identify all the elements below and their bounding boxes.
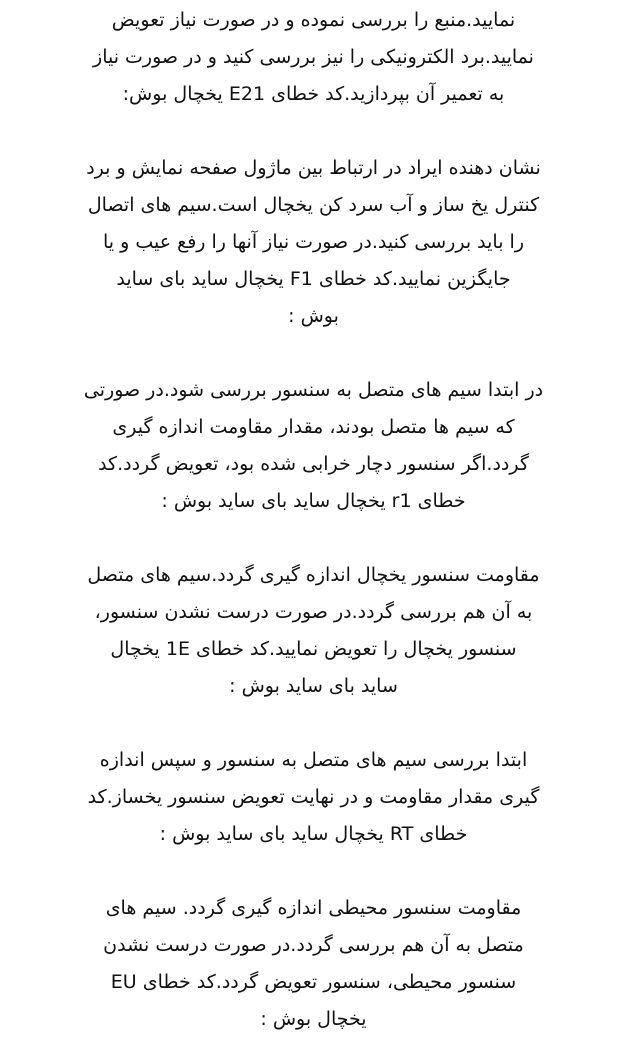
text-line: به تعمیر آن بپردازید.کد خطای E21 یخچال بوش: [122, 83, 505, 105]
text-line: گیری مقدار مقاومت و در نهایت تعویض سنسور یخساز.کد [87, 786, 540, 808]
paragraph-spacer [30, 520, 597, 557]
text-line: نشان دهنده ایراد در ارتباط بین ماژول صفحه نمایش و برد [86, 157, 541, 179]
paragraph-spacer [30, 705, 597, 742]
text-line: به آن هم بررسی گردد.در صورت درست نشدن سنسور، [94, 601, 533, 623]
text-line: بوش : [288, 305, 339, 327]
text-line: گردد.اگر سنسور دچار خرابی شده بود، تعویض گردد.کد [98, 453, 529, 475]
text-line: مقاومت سنسور محیطی اندازه گیری گردد. سیم های [105, 897, 522, 919]
text-line: در ابتدا سیم های متصل به سنسور بررسی شود.در صورتی [83, 379, 544, 401]
paragraph-spacer [30, 113, 597, 150]
text-line: سنسور محیطی، سنسور تعویض گردد.کد خطای EU [110, 971, 517, 993]
paragraph-1e [30, 557, 597, 705]
text-line: کنترل یخ ساز و آب سرد کن یخچال است.سیم های اتصال [87, 194, 540, 216]
text-line: نمایید.برد الکترونیکی را نیز بررسی کنید و در صورت نیاز [93, 46, 534, 68]
text-line: خطای RT یخچال ساید بای ساید بوش : [159, 823, 468, 845]
paragraph-f1 [30, 150, 597, 335]
paragraph-spacer [30, 853, 597, 890]
text-line: جایگزین نمایید.کد خطای F1 یخچال ساید بای ساید [116, 268, 511, 290]
text-line: یخچال بوش : [260, 1008, 367, 1030]
text-line: را باید بررسی کنید.در صورت نیاز آنها را رفع عیب و یا [102, 231, 524, 253]
text-line: ساید بای ساید بوش : [229, 675, 398, 697]
text-line: ابتدا بررسی سیم های متصل به سنسور و سپس اندازه [99, 749, 528, 771]
paragraph-rt [30, 742, 597, 853]
text-line: که سیم ها متصل بودند، مقدار مقاومت اندازه گیری [112, 416, 515, 438]
text-line: متصل به آن هم بررسی گردد.در صورت درست نشدن [103, 934, 524, 956]
text-line: سنسور یخچال را تعویض نمایید.کد خطای 1E یخچال [110, 638, 517, 660]
text-line: خطای r1 یخچال ساید بای ساید بوش : [161, 490, 466, 512]
paragraph-e21 [30, 2, 597, 113]
paragraph-spacer [30, 335, 597, 372]
paragraph-eu [30, 890, 597, 1038]
text-line: مقاومت سنسور یخچال اندازه گیری گردد.سیم های متصل [87, 564, 540, 586]
text-line: نمایید.منبع را بررسی نموده و در صورت نیاز تعویض [111, 9, 516, 31]
paragraph-r1 [30, 372, 597, 520]
